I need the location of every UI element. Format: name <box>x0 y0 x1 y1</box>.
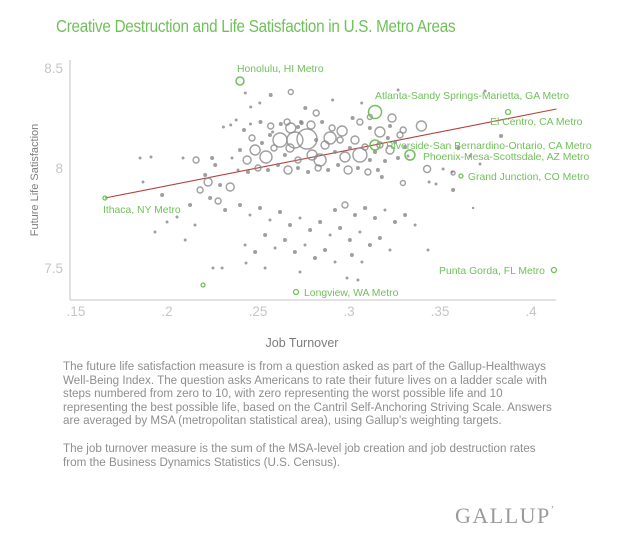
metro-label: Grand Junction, CO Metro <box>467 172 590 183</box>
scatter-point <box>287 132 303 148</box>
scatter-point <box>208 196 212 200</box>
scatter-point <box>416 121 426 131</box>
scatter-point <box>245 262 248 265</box>
scatter-point <box>306 170 310 174</box>
scatter-point <box>268 123 274 129</box>
scatter-point <box>231 157 234 160</box>
metro-highlight-point <box>506 110 511 115</box>
scatter-point <box>258 102 261 105</box>
scatter-point <box>375 127 385 137</box>
scatter-point <box>451 188 455 192</box>
scatter-point <box>407 155 410 158</box>
scatter-point <box>403 213 407 217</box>
scatter-point <box>235 119 238 122</box>
scatter-point <box>307 150 317 160</box>
scatter-point <box>249 106 252 109</box>
scatter-point <box>296 125 300 129</box>
scatter-point <box>193 157 199 163</box>
metro-highlight-point <box>236 77 244 85</box>
y-axis-title: Future Life Satisfaction <box>29 123 41 237</box>
scatter-point <box>182 157 185 160</box>
scatter-point <box>299 120 303 124</box>
scatter-point <box>238 203 242 207</box>
scatter-point <box>188 203 192 207</box>
scatter-point <box>472 207 474 209</box>
scatter-point <box>360 261 363 264</box>
scatter-plot-canvas <box>0 48 620 358</box>
scatter-point <box>333 150 337 154</box>
scatter-point <box>337 137 343 143</box>
scatter-point <box>353 213 357 217</box>
scatter-point <box>396 156 400 160</box>
metro-highlight-point <box>294 290 299 295</box>
metro-label: El Centro, CA Metro <box>490 117 583 128</box>
footnote-life-satisfaction: The future life satisfaction measure is from a question asked as part of the Gallup-Healthways Well-Being Index. The question asks Americans to rate their future lives on a ladder scale with steps numbered from zero to 10, with zero representing the worst possible life and 10 representing the best possible life, based on the Cantril Self-Anchoring Striving Scale. Answers are averaged by MSA (metropolitan statistical area), using Gallup's weighting targets. <box>63 359 552 428</box>
scatter-point <box>324 132 336 144</box>
scatter-point <box>344 166 352 174</box>
metro-label: Ithaca, NY Metro <box>102 205 181 216</box>
x-tick-label: .3 <box>343 304 355 319</box>
metro-highlight-point <box>103 196 107 200</box>
scatter-point <box>313 256 317 260</box>
scatter-point <box>210 156 214 160</box>
scatter-point <box>304 244 307 247</box>
scatter-point <box>299 271 302 274</box>
scatter-point <box>268 133 272 137</box>
y-tick-label: 7.5 <box>44 261 63 276</box>
scatter-point <box>368 243 372 247</box>
page-title: Creative Destruction and Life Satisfaction in U.S. Metro Areas <box>56 16 456 36</box>
scatter-point <box>358 231 361 234</box>
scatter-point <box>393 220 397 224</box>
scatter-point <box>242 128 246 132</box>
x-tick-label: .15 <box>66 304 86 319</box>
x-tick-label: .35 <box>430 304 450 319</box>
chart-footnotes <box>63 360 552 483</box>
scatter-point <box>221 267 224 270</box>
scatter-point <box>357 119 363 125</box>
scatter-point <box>368 158 372 162</box>
scatter-point <box>326 168 330 172</box>
scatter-point <box>424 166 431 173</box>
scatter-point <box>313 110 319 116</box>
scatter-point <box>334 261 337 264</box>
metro-highlight-point <box>459 174 463 178</box>
scatter-point <box>284 166 292 174</box>
scatter-point <box>276 163 280 167</box>
scatter-point <box>218 183 222 187</box>
scatter-point <box>238 148 242 152</box>
scatter-point <box>314 138 318 142</box>
scatter-point <box>380 175 384 179</box>
scatter-point <box>274 247 277 250</box>
scatter-point <box>250 145 260 155</box>
gallup-logo-text: GALLUP <box>455 503 551 528</box>
scatter-point <box>378 236 382 240</box>
scatter-point <box>338 226 342 230</box>
scatter-point <box>348 146 352 150</box>
scatter-point <box>150 156 153 159</box>
scatter-point <box>400 181 405 186</box>
scatter-point <box>244 244 247 247</box>
scatter-point <box>297 129 317 149</box>
scatter-point <box>279 122 283 126</box>
scatter-point <box>373 216 377 220</box>
scatter-point <box>249 214 252 217</box>
scatter-point <box>213 163 217 167</box>
scatter-point <box>244 92 247 95</box>
scatter-point <box>383 159 387 163</box>
scatter-point <box>346 277 349 280</box>
highlight-point <box>201 283 205 287</box>
scatter-point <box>320 120 324 124</box>
scatter-point <box>243 156 251 164</box>
scatter-point <box>278 210 282 214</box>
scatter-point <box>351 136 359 144</box>
scatter-point <box>318 220 322 224</box>
scatter-point <box>308 228 312 232</box>
scatter-point <box>229 124 232 127</box>
scatter-point <box>435 183 438 186</box>
x-tick-label: .25 <box>248 304 268 319</box>
scatter-point <box>273 133 287 147</box>
scatter-point <box>307 121 315 129</box>
scatter-point <box>331 99 334 102</box>
scatter-point <box>329 234 332 237</box>
scatter-point <box>249 135 255 141</box>
metro-label: Longview, WA Metro <box>304 288 399 299</box>
scatter-point <box>139 157 142 160</box>
scatter-point <box>342 202 348 208</box>
gallup-logo <box>455 503 554 529</box>
scatter-point <box>384 209 387 212</box>
metro-label: Riverside-San Bernardino-Ontario, CA Metro <box>386 141 592 152</box>
scatter-point <box>340 152 350 162</box>
scatter-point <box>271 131 274 134</box>
scatter-point <box>414 224 417 227</box>
scatter-point <box>253 250 257 254</box>
scatter-point <box>260 151 272 163</box>
scatter-point <box>368 126 372 130</box>
footnote-job-turnover: The job turnover measure is the sum of the MSA-level job creation and job destruction rates from the Business Dynamics Statistics (U.S. Census). <box>63 440 536 469</box>
scatter-point <box>142 181 145 184</box>
scatter-point <box>356 166 360 170</box>
scatter-point <box>263 233 267 237</box>
scatter-point <box>303 106 307 110</box>
x-tick-label: .4 <box>525 304 537 319</box>
scatter-point <box>397 132 403 138</box>
scatter-point <box>356 279 359 282</box>
scatter-point <box>269 93 273 97</box>
scatter-point <box>249 123 252 126</box>
scatter-point <box>223 208 227 212</box>
metro-highlight-point <box>369 106 382 119</box>
metro-label: Atlanta-Sandy Springs-Marietta, GA Metro <box>375 91 570 102</box>
scatter-point <box>351 116 355 120</box>
x-axis-title: Job Turnover <box>265 336 339 350</box>
scatter-point <box>184 239 187 242</box>
scatter-point <box>427 249 430 252</box>
scatter-point <box>166 221 169 224</box>
scatter-point <box>376 168 380 172</box>
scatter-point <box>323 248 327 252</box>
scatter-point <box>350 253 354 257</box>
scatter-point <box>299 217 302 220</box>
scatter-point <box>197 187 203 193</box>
scatter-point <box>160 193 164 197</box>
scatter-point <box>337 126 347 136</box>
scatter-point <box>246 170 250 174</box>
scatter-point <box>269 219 272 222</box>
metro-label: Phoenix-Mesa-Scottsdale, AZ Metro <box>422 152 590 163</box>
metro-highlight-point <box>551 268 556 273</box>
scatter-point <box>264 267 267 270</box>
metro-label: Punta Gorda, FL Metro <box>439 266 545 277</box>
scatter-point <box>283 238 287 242</box>
scatter-point <box>258 206 262 210</box>
scatter-point <box>237 169 240 172</box>
scatter-point <box>288 90 293 95</box>
scatter-point <box>428 181 431 184</box>
scatter-point <box>222 126 225 129</box>
scatter-point <box>386 136 390 140</box>
scatter-point <box>365 169 371 175</box>
scatter-point <box>388 124 392 128</box>
gallup-trademark-icon: ʼ <box>550 505 555 516</box>
scatter-point <box>296 166 300 170</box>
scatter-point <box>288 223 292 227</box>
scatter-point <box>204 178 212 186</box>
x-tick-label: .2 <box>161 304 173 319</box>
y-tick-label: 8 <box>55 161 63 176</box>
scatter-point <box>203 173 207 177</box>
scatter-point <box>333 208 337 212</box>
scatter-point <box>154 231 157 234</box>
scatter-point <box>499 134 503 138</box>
scatter-point <box>266 168 270 172</box>
scatter-point <box>388 114 396 122</box>
scatter-point <box>212 267 215 270</box>
scatter-point <box>259 120 263 124</box>
scatter-point <box>442 168 445 171</box>
y-tick-label: 8.5 <box>44 61 63 76</box>
scatter-point <box>260 141 264 145</box>
scatter-point <box>348 238 352 242</box>
scatter-point <box>293 250 297 254</box>
scatter-point <box>360 102 363 105</box>
scatter-point <box>226 183 234 191</box>
scatter-point <box>389 249 392 252</box>
scatter-point <box>283 153 287 157</box>
scatter-point <box>329 125 335 131</box>
scatter-point <box>215 198 221 204</box>
scatter-point <box>194 224 197 227</box>
scatter-point <box>336 163 340 167</box>
scatter-point <box>363 206 367 210</box>
scatter-chart <box>0 48 620 358</box>
metro-label: Honolulu, HI Metro <box>236 64 324 75</box>
